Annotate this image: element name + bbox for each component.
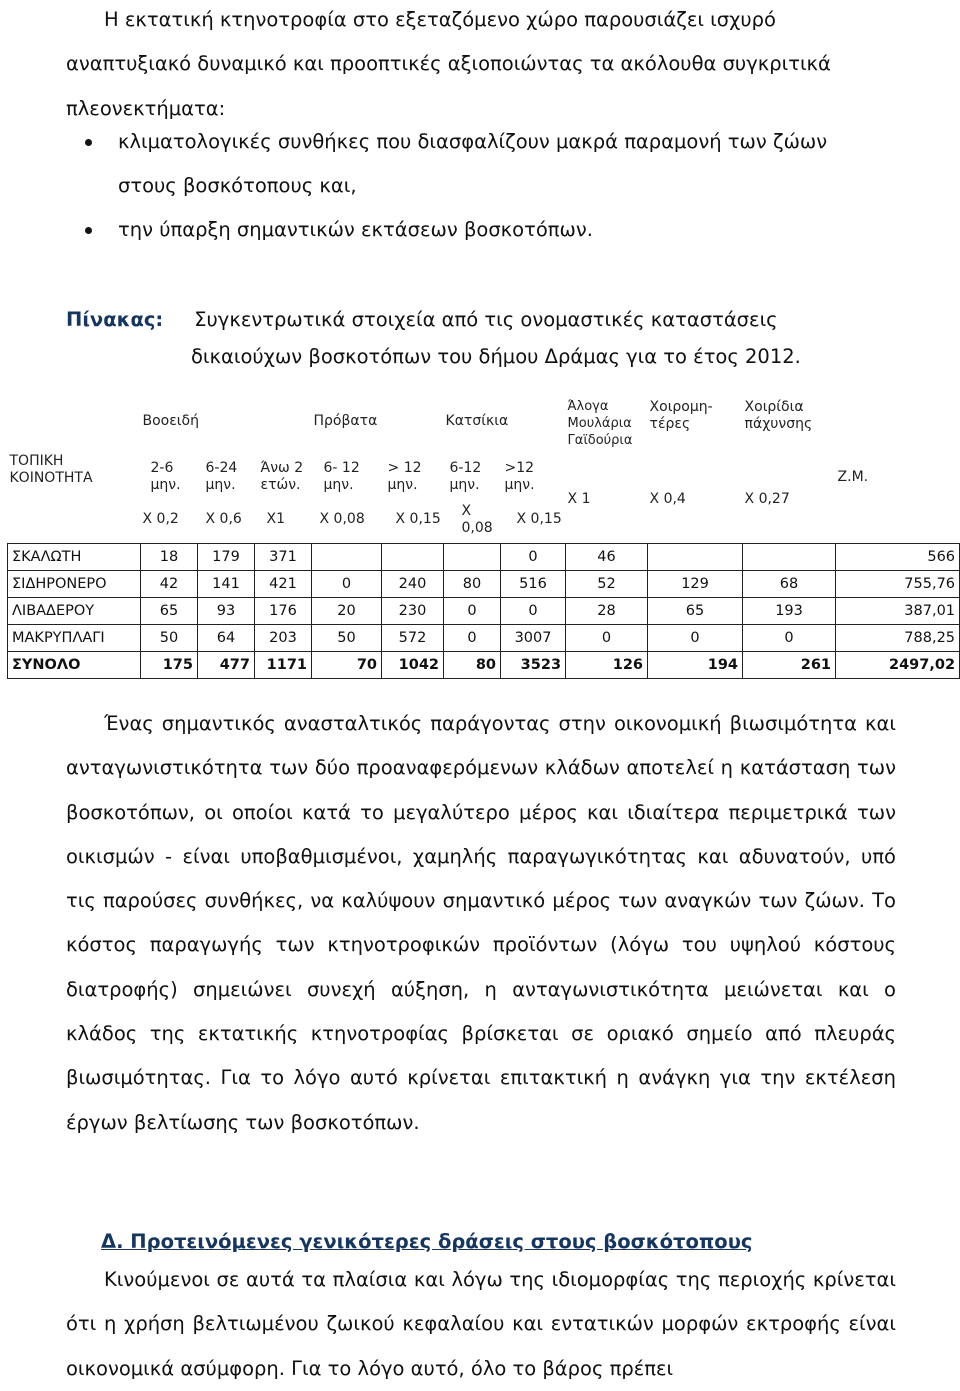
- age-cattle-2-6: 2-6 μην.: [150, 460, 181, 493]
- age-cattle-over-2: Άνω 2 ετών.: [260, 460, 304, 493]
- cell: 0: [501, 597, 566, 624]
- empty-cell: [8, 497, 141, 543]
- cell: [648, 543, 743, 570]
- total-row: [8, 651, 960, 678]
- cell: [382, 543, 444, 570]
- sheep-header: Πρόβατα: [313, 412, 378, 429]
- intro-line-2: αναπτυξιακό δυναμικό και προοπτικές αξιοποιώντας τα ακόλουθα συγκριτικά: [66, 52, 831, 76]
- cell: 50: [312, 624, 382, 651]
- intro-line-1: Η εκτατική κτηνοτροφία στο εξεταζόμενο χώρο παρουσιάζει ισχυρό: [104, 8, 776, 31]
- cell: 3007: [501, 624, 566, 651]
- body-paragraph: Ένας σημαντικός ανασταλτικός παράγοντας στην οικονομική βιωσιμότητα και ανταγωνιστικότητα των δύο προαναφερόμενων κλάδων αποτελεί η κατάσταση των βοσκοτόπων, οι οποίοι κατά το μεγαλύτερο μέρος και ιδιαίτερα περιμετρικά των οικισμών - είναι υποβαθμισμένοι, χαμηλής παραγωγικότητας και αδυνατούν, υπό τις παρούσες συνθήκες, να καλύψουν σημαντικό μέρος των αναγκών των ζώων. Το κόστος παραγωγής των κτηνοτροφικών προϊόντων (λόγω του υψηλού κόστους διατροφής) σημειώνει συνεχή αύξηση, η ανταγωνιστικότητα μειώνεται και ο κλάδος της εκτατικής κτηνοτροφίας βρίσκεται σε οριακό σημείο από πλευράς βιωσιμότητας. Για το λόγο αυτό κρίνεται επιτακτική η ανάγκη για την εκτέλεση έργων βελτίωσης των βοσκοτόπων.: [66, 712, 896, 1134]
- caption-label: Πίνακας:: [66, 308, 164, 331]
- cell: 80: [444, 570, 501, 597]
- cell: 28: [566, 597, 648, 624]
- zm-header: Ζ.Μ.: [837, 468, 869, 485]
- coeff-goats-over-12: Χ 0,15: [516, 511, 562, 528]
- total-cell: 175: [141, 651, 198, 678]
- total-zm-cell: 2497,02: [836, 651, 960, 678]
- table-row: [8, 543, 960, 570]
- cell: 42: [141, 570, 198, 597]
- bullet-icon: [85, 227, 92, 234]
- cell: [743, 543, 836, 570]
- caption-line-1: Συγκεντρωτικά στοιχεία από τις ονομαστικές καταστάσεις: [194, 308, 778, 331]
- intro-paragraph: [66, 0, 896, 131]
- equines-header: Άλογα Μουλάρια Γαϊδούρια: [567, 398, 633, 448]
- age-sheep-over-12: > 12 μην.: [387, 460, 422, 493]
- cell: 129: [648, 570, 743, 597]
- cell: 18: [141, 543, 198, 570]
- table-caption: [66, 298, 902, 379]
- community-header: ΤΟΠΙΚΗ ΚΟΙΝΟΤΗΤΑ: [9, 453, 93, 486]
- coeff-goats-6-12: Χ 0,08: [461, 502, 493, 536]
- cell: 0: [501, 543, 566, 570]
- cell: 0: [566, 624, 648, 651]
- intro-line-3: πλεονεκτήματα:: [66, 96, 226, 120]
- total-label: ΣΥΝΟΛΟ: [8, 651, 141, 678]
- cell: [444, 543, 501, 570]
- empty-cell: [836, 385, 960, 457]
- cell: 65: [141, 597, 198, 624]
- cell: 20: [312, 597, 382, 624]
- cell: 176: [255, 597, 312, 624]
- section-paragraph: Κινούμενοι σε αυτά τα πλαίσια και λόγω της ιδιομορφίας της περιοχής κρίνεται ότι η χρήση βελτιωμένου ζωικού κεφαλαίου και εντατικών μορφών εκτροφής είναι οικονομικά ασύμφορη. Για το λόγο αυτό, όλο το βάρος πρέπει: [66, 1268, 896, 1380]
- cell: [312, 543, 382, 570]
- coeff-sheep-6-12: Χ 0,08: [319, 511, 365, 528]
- empty-cell: [836, 497, 960, 543]
- list-item: [66, 120, 896, 208]
- community-name: ΣΚΑΛΩΤΗ: [8, 543, 141, 570]
- section-title: [101, 1230, 752, 1253]
- cell: 0: [444, 624, 501, 651]
- coeff-sows: Χ 0,4: [649, 491, 686, 508]
- total-cell: 1042: [382, 651, 444, 678]
- cell: 193: [743, 597, 836, 624]
- advantages-list: [66, 120, 896, 252]
- section-title-text: Δ. Προτεινόμενες γενικότερες δράσεις στους βοσκότοπους: [101, 1230, 753, 1253]
- cell: 64: [198, 624, 255, 651]
- coeff-cattle-6-24: Χ 0,6: [205, 511, 242, 528]
- cell: 0: [743, 624, 836, 651]
- cell: 65: [648, 597, 743, 624]
- cell: 52: [566, 570, 648, 597]
- cell: 371: [255, 543, 312, 570]
- total-cell: 1171: [255, 651, 312, 678]
- coeff-pigs: Χ 0,27: [744, 491, 790, 508]
- total-cell: 126: [566, 651, 648, 678]
- list-item: [66, 208, 896, 252]
- age-goats-6-12: 6-12 μην.: [449, 460, 482, 493]
- cell: 203: [255, 624, 312, 651]
- cell: 179: [198, 543, 255, 570]
- cell: 516: [501, 570, 566, 597]
- coeff-equines: Χ 1: [567, 491, 591, 508]
- table-row: [8, 597, 960, 624]
- list-item-line-1: την ύπαρξη σημαντικών εκτάσεων βοσκοτόπων.: [118, 218, 593, 241]
- bullet-icon: [85, 139, 92, 146]
- cell: 230: [382, 597, 444, 624]
- age-goats-over-12: >12 μην.: [504, 460, 535, 493]
- cell: 93: [198, 597, 255, 624]
- community-name: ΛΙΒΑΔΕΡΟΥ: [8, 597, 141, 624]
- coeff-cattle-2-6: Χ 0,2: [142, 511, 179, 528]
- zm-cell: 755,76: [836, 570, 960, 597]
- age-sheep-6-12: 6- 12 μην.: [323, 460, 360, 493]
- total-cell: 194: [648, 651, 743, 678]
- list-item-line-2: στους βοσκότοπους και,: [118, 174, 357, 197]
- cell: 50: [141, 624, 198, 651]
- community-name: ΣΙΔΗΡΟΝΕΡΟ: [8, 570, 141, 597]
- caption-line-2: δικαιούχων βοσκοτόπων του δήμου Δράμας για το έτος 2012.: [191, 345, 801, 368]
- table-row: [8, 570, 960, 597]
- cell: 68: [743, 570, 836, 597]
- cell: 421: [255, 570, 312, 597]
- total-cell: 3523: [501, 651, 566, 678]
- goats-header: Κατσίκια: [445, 412, 509, 429]
- zm-cell: 387,01: [836, 597, 960, 624]
- pigs-header: Χοιρίδια πάχυνσης: [744, 399, 813, 432]
- cell: 141: [198, 570, 255, 597]
- cell: 240: [382, 570, 444, 597]
- sows-header: Χοιρομη-τέρες: [649, 399, 713, 432]
- cell: 0: [648, 624, 743, 651]
- total-cell: 80: [444, 651, 501, 678]
- cell: 0: [444, 597, 501, 624]
- coeff-sheep-over-12: Χ 0,15: [395, 511, 441, 528]
- age-cattle-6-24: 6-24 μην.: [205, 460, 238, 493]
- livestock-table: [7, 385, 960, 679]
- total-cell: 261: [743, 651, 836, 678]
- cattle-header: Βοοειδή: [142, 412, 199, 429]
- zm-cell: 566: [836, 543, 960, 570]
- community-name: ΜΑΚΡΥΠΛΑΓΙ: [8, 624, 141, 651]
- cell: 46: [566, 543, 648, 570]
- cell: 572: [382, 624, 444, 651]
- total-cell: 477: [198, 651, 255, 678]
- coeff-cattle-over-2: Χ1: [266, 511, 285, 528]
- zm-cell: 788,25: [836, 624, 960, 651]
- total-cell: 70: [312, 651, 382, 678]
- cell: 0: [312, 570, 382, 597]
- list-item-line-1: κλιματολογικές συνθήκες που διασφαλίζουν μακρά παραμονή των ζώων: [118, 130, 828, 153]
- table-row: [8, 624, 960, 651]
